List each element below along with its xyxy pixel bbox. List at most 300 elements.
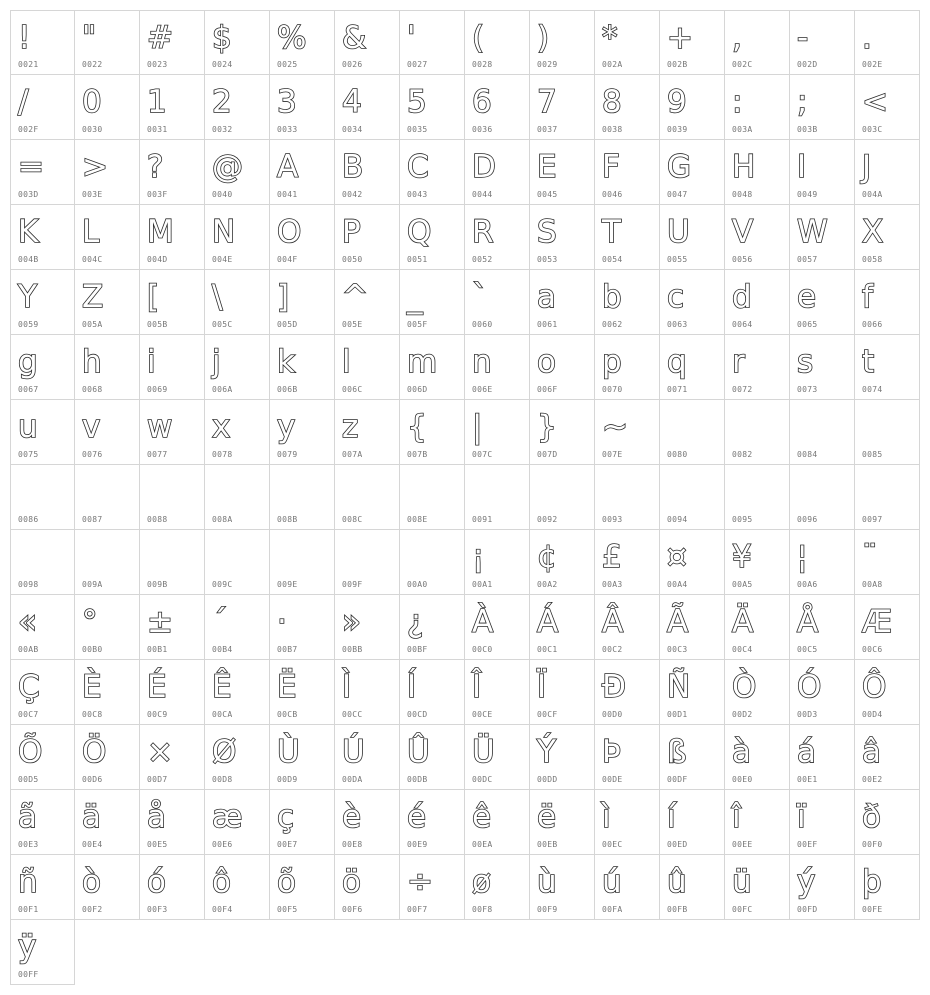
glyph-code: 00E8: [342, 840, 363, 849]
glyph-sample: 8: [602, 84, 622, 120]
glyph-cell: [530, 75, 595, 140]
glyph-cell: [75, 10, 140, 75]
glyph-code: 00FE: [862, 905, 883, 914]
glyph-sample: Z: [82, 279, 104, 315]
glyph-cell: [595, 790, 660, 855]
glyph-cell: [790, 270, 855, 335]
glyph-code: 0069: [147, 385, 168, 394]
glyph-cell: [140, 725, 205, 790]
glyph-sample: o: [537, 344, 556, 380]
glyph-cell: [465, 595, 530, 660]
glyph-sample: Ô: [862, 669, 887, 705]
glyph-code: 00FA: [602, 905, 623, 914]
glyph-sample: L: [82, 214, 100, 250]
glyph-code: 00C1: [537, 645, 558, 654]
glyph-code: 00D7: [147, 775, 168, 784]
glyph-cell: [75, 660, 140, 725]
glyph-cell: [790, 660, 855, 725]
glyph-code: 00DC: [472, 775, 493, 784]
glyph-code: 0093: [602, 515, 623, 524]
glyph-sample: ´: [212, 604, 228, 640]
glyph-cell: [400, 10, 465, 75]
glyph-sample: H: [732, 149, 756, 185]
glyph-sample: %: [277, 20, 307, 56]
glyph-sample: D: [472, 149, 496, 185]
glyph-sample: í: [667, 799, 676, 835]
glyph-code: 00E9: [407, 840, 428, 849]
glyph-cell: [205, 660, 270, 725]
glyph-code: 00C5: [797, 645, 818, 654]
glyph-code: 009E: [277, 580, 298, 589]
glyph-code: 00DB: [407, 775, 428, 784]
glyph-code: 0034: [342, 125, 363, 134]
glyph-sample: <: [862, 84, 888, 120]
glyph-sample: É: [147, 669, 167, 705]
glyph-sample: À: [472, 604, 494, 640]
glyph-code: 006F: [537, 385, 558, 394]
glyph-cell: [660, 660, 725, 725]
glyph-code: 0027: [407, 60, 428, 69]
glyph-sample: x: [212, 409, 231, 445]
glyph-code: 0095: [732, 515, 753, 524]
glyph-sample: T: [602, 214, 621, 250]
glyph-code: 003A: [732, 125, 753, 134]
glyph-code: 004C: [82, 255, 103, 264]
glyph-cell: [790, 205, 855, 270]
glyph-cell: [75, 530, 140, 595]
glyph-cell: [400, 725, 465, 790]
glyph-code: 00EA: [472, 840, 493, 849]
glyph-sample: R: [472, 214, 494, 250]
glyph-code: 00D0: [602, 710, 623, 719]
glyph-code: 003C: [862, 125, 883, 134]
glyph-cell: [465, 530, 530, 595]
glyph-code: 007D: [537, 450, 558, 459]
glyph-cell: [855, 790, 920, 855]
glyph-sample: z: [342, 409, 359, 445]
glyph-code: 0086: [18, 515, 39, 524]
glyph-code: 0073: [797, 385, 818, 394]
glyph-cell: [335, 725, 400, 790]
glyph-sample: ã: [18, 799, 37, 835]
glyph-sample: î: [732, 799, 741, 835]
glyph-cell: [270, 205, 335, 270]
glyph-sample: 1: [147, 84, 167, 120]
glyph-sample: ë: [537, 799, 557, 835]
glyph-sample: £: [602, 539, 622, 575]
glyph-cell: [10, 335, 75, 400]
glyph-sample: æ: [212, 799, 243, 835]
glyph-code: 00F8: [472, 905, 493, 914]
glyph-sample: ]: [277, 279, 290, 315]
glyph-cell: [10, 465, 75, 530]
glyph-cell: [10, 400, 75, 465]
glyph-code: 007A: [342, 450, 363, 459]
glyph-sample: k: [277, 344, 295, 380]
glyph-sample: }: [537, 409, 557, 445]
glyph-sample: 2: [212, 84, 232, 120]
glyph-code: 0045: [537, 190, 558, 199]
glyph-cell: [790, 595, 855, 660]
glyph-sample: !: [18, 20, 31, 56]
glyph-code: 00B7: [277, 645, 298, 654]
glyph-sample: M: [147, 214, 174, 250]
glyph-code: 0082: [732, 450, 753, 459]
glyph-code: 00CB: [277, 710, 298, 719]
glyph-code: 0059: [18, 320, 39, 329]
glyph-cell: [10, 270, 75, 335]
glyph-code: 0029: [537, 60, 558, 69]
glyph-sample: ~: [602, 409, 628, 445]
glyph-sample: û: [667, 864, 687, 900]
glyph-cell: [660, 335, 725, 400]
glyph-code: 0038: [602, 125, 623, 134]
glyph-cell: [335, 400, 400, 465]
glyph-code: 00EB: [537, 840, 558, 849]
glyph-code: 00DA: [342, 775, 363, 784]
glyph-cell: [855, 75, 920, 140]
glyph-sample: E: [537, 149, 557, 185]
glyph-code: 0070: [602, 385, 623, 394]
glyph-code: 005F: [407, 320, 428, 329]
glyph-code: 0075: [18, 450, 39, 459]
glyph-code: 005E: [342, 320, 363, 329]
glyph-sample: ø: [472, 864, 491, 900]
glyph-code: 0033: [277, 125, 298, 134]
glyph-code: 003D: [18, 190, 39, 199]
glyph-cell: [725, 725, 790, 790]
glyph-sample: `: [472, 279, 488, 315]
glyph-code: 0072: [732, 385, 753, 394]
glyph-cell: [855, 660, 920, 725]
glyph-sample: ú: [602, 864, 622, 900]
glyph-cell: [660, 75, 725, 140]
glyph-code: 00EC: [602, 840, 623, 849]
glyph-sample: @: [212, 149, 243, 185]
glyph-sample: r: [732, 344, 745, 380]
glyph-sample: Î: [472, 669, 482, 705]
glyph-cell: [465, 10, 530, 75]
glyph-cell: [140, 10, 205, 75]
glyph-cell: [660, 530, 725, 595]
glyph-cell: [140, 790, 205, 855]
glyph-sample: Í: [407, 669, 417, 705]
glyph-code: 0087: [82, 515, 103, 524]
glyph-sample: â: [862, 734, 881, 770]
glyph-code: 00A1: [472, 580, 493, 589]
glyph-sample: /: [18, 84, 29, 120]
glyph-code: 00F5: [277, 905, 298, 914]
glyph-cell: [660, 400, 725, 465]
glyph-cell: [465, 140, 530, 205]
glyph-cell: [400, 530, 465, 595]
glyph-cell: [270, 855, 335, 920]
glyph-sample: ¿: [407, 604, 424, 640]
glyph-code: 004E: [212, 255, 233, 264]
glyph-cell: [10, 75, 75, 140]
glyph-sample: b: [602, 279, 622, 315]
glyph-code: 002E: [862, 60, 883, 69]
glyph-cell: [75, 725, 140, 790]
glyph-code: 00D4: [862, 710, 883, 719]
glyph-code: 0049: [797, 190, 818, 199]
glyph-cell: [660, 270, 725, 335]
glyph-code: 004D: [147, 255, 168, 264]
glyph-sample: :: [732, 84, 743, 120]
glyph-code: 00F4: [212, 905, 233, 914]
glyph-code: 0094: [667, 515, 688, 524]
glyph-code: 00A8: [862, 580, 883, 589]
glyph-code: 0066: [862, 320, 883, 329]
glyph-code: 00E2: [862, 775, 883, 784]
glyph-code: 0096: [797, 515, 818, 524]
glyph-code: 006C: [342, 385, 363, 394]
glyph-cell: [400, 595, 465, 660]
glyph-sample: q: [667, 344, 687, 380]
glyph-code: 00D1: [667, 710, 688, 719]
glyph-sample: ü: [732, 864, 752, 900]
glyph-code: 0091: [472, 515, 493, 524]
glyph-sample: Ñ: [667, 669, 691, 705]
glyph-cell: [725, 855, 790, 920]
glyph-cell: [855, 725, 920, 790]
glyph-sample: ): [537, 20, 550, 56]
glyph-cell: [725, 205, 790, 270]
glyph-code: 0039: [667, 125, 688, 134]
glyph-sample: 6: [472, 84, 492, 120]
glyph-cell: [595, 335, 660, 400]
glyph-code: 002B: [667, 60, 688, 69]
glyph-cell: [660, 725, 725, 790]
glyph-sample: #: [147, 20, 173, 56]
glyph-sample: 5: [407, 84, 427, 120]
glyph-code: 0076: [82, 450, 103, 459]
glyph-cell: [725, 270, 790, 335]
glyph-cell: [205, 400, 270, 465]
glyph-sample: Ó: [797, 669, 822, 705]
glyph-cell: [530, 530, 595, 595]
glyph-code: 0057: [797, 255, 818, 264]
glyph-cell: [140, 595, 205, 660]
glyph-code: 00D3: [797, 710, 818, 719]
glyph-cell: [400, 400, 465, 465]
glyph-cell: [855, 10, 920, 75]
glyph-sample: |: [472, 409, 483, 445]
glyph-cell: [660, 205, 725, 270]
glyph-cell: [530, 855, 595, 920]
glyph-sample: Ê: [212, 669, 232, 705]
glyph-sample: Ú: [342, 734, 365, 770]
glyph-cell: [140, 660, 205, 725]
glyph-cell: [270, 530, 335, 595]
glyph-code: 0058: [862, 255, 883, 264]
glyph-code: 0053: [537, 255, 558, 264]
glyph-cell: [75, 595, 140, 660]
glyph-code: 00C6: [862, 645, 883, 654]
glyph-cell: [400, 465, 465, 530]
glyph-sample: Ì: [342, 669, 352, 705]
glyph-cell: [205, 790, 270, 855]
glyph-code: 0065: [797, 320, 818, 329]
glyph-cell: [790, 790, 855, 855]
glyph-code: 00CF: [537, 710, 558, 719]
glyph-sample: Û: [407, 734, 430, 770]
glyph-code: 00A6: [797, 580, 818, 589]
glyph-sample: p: [602, 344, 622, 380]
glyph-code: 0098: [18, 580, 39, 589]
glyph-sample: á: [797, 734, 816, 770]
glyph-cell: [530, 790, 595, 855]
glyph-sample: Ý: [537, 734, 556, 770]
glyph-sample: m: [407, 344, 438, 380]
glyph-code: 007C: [472, 450, 493, 459]
glyph-cell: [725, 790, 790, 855]
glyph-cell: [595, 725, 660, 790]
glyph-code: 0024: [212, 60, 233, 69]
glyph-cell: [595, 400, 660, 465]
glyph-cell: [75, 855, 140, 920]
glyph-sample: j: [212, 344, 221, 380]
glyph-code: 006E: [472, 385, 493, 394]
glyph-code: 00C4: [732, 645, 753, 654]
glyph-code: 0031: [147, 125, 168, 134]
glyph-code: 00E6: [212, 840, 233, 849]
glyph-cell: [335, 595, 400, 660]
glyph-cell: [855, 335, 920, 400]
glyph-code: 0062: [602, 320, 623, 329]
glyph-cell: [335, 530, 400, 595]
glyph-sample: N: [212, 214, 236, 250]
glyph-sample: Ç: [18, 669, 40, 705]
glyph-sample: +: [667, 20, 693, 56]
glyph-sample: ¥: [732, 539, 752, 575]
glyph-cell: [595, 140, 660, 205]
glyph-code: 00C0: [472, 645, 493, 654]
glyph-cell: [335, 465, 400, 530]
glyph-sample: v: [82, 409, 101, 445]
glyph-cell: [790, 855, 855, 920]
glyph-code: 00FC: [732, 905, 753, 914]
glyph-sample: ¤: [667, 539, 687, 575]
glyph-cell: [335, 140, 400, 205]
glyph-sample: e: [797, 279, 817, 315]
glyph-sample: ×: [147, 734, 173, 770]
glyph-code: 0048: [732, 190, 753, 199]
glyph-code: 009C: [212, 580, 233, 589]
glyph-sample: Ä: [732, 604, 754, 640]
glyph-cell: [335, 205, 400, 270]
glyph-cell: [465, 790, 530, 855]
glyph-cell: [595, 205, 660, 270]
glyph-code: 00B0: [82, 645, 103, 654]
glyph-sample: C: [407, 149, 429, 185]
glyph-sample: Y: [18, 279, 37, 315]
glyph-code: 0061: [537, 320, 558, 329]
glyph-sample: ç: [277, 799, 295, 835]
glyph-sample: -: [797, 20, 809, 56]
glyph-code: 0050: [342, 255, 363, 264]
glyph-sample: W: [797, 214, 828, 250]
glyph-sample: {: [407, 409, 427, 445]
glyph-sample: O: [277, 214, 302, 250]
glyph-sample: ¨: [862, 539, 878, 575]
glyph-cell: [205, 725, 270, 790]
glyph-sample: Q: [407, 214, 432, 250]
glyph-sample: X: [862, 214, 884, 250]
glyph-code: 005B: [147, 320, 168, 329]
glyph-cell: [855, 855, 920, 920]
glyph-cell: [270, 400, 335, 465]
glyph-cell: [205, 855, 270, 920]
glyph-cell: [660, 465, 725, 530]
glyph-cell: [790, 10, 855, 75]
glyph-code: 0052: [472, 255, 493, 264]
glyph-cell: [725, 465, 790, 530]
glyph-cell: [10, 530, 75, 595]
glyph-code: 0040: [212, 190, 233, 199]
glyph-cell: [10, 140, 75, 205]
glyph-cell: [465, 725, 530, 790]
glyph-cell: [595, 855, 660, 920]
glyph-code: 00E1: [797, 775, 818, 784]
glyph-code: 00CA: [212, 710, 233, 719]
glyph-code: 0074: [862, 385, 883, 394]
glyph-code: 00DD: [537, 775, 558, 784]
glyph-code: 0046: [602, 190, 623, 199]
glyph-cell: [270, 335, 335, 400]
glyph-sample: l: [342, 344, 351, 380]
glyph-code: 00C3: [667, 645, 688, 654]
glyph-cell: [530, 465, 595, 530]
glyph-code: 00D9: [277, 775, 298, 784]
glyph-cell: [725, 75, 790, 140]
glyph-code: 005D: [277, 320, 298, 329]
glyph-code: 00CC: [342, 710, 363, 719]
glyph-cell: [140, 465, 205, 530]
glyph-code: 007E: [602, 450, 623, 459]
glyph-code: 008C: [342, 515, 363, 524]
glyph-code: 0084: [797, 450, 818, 459]
glyph-code: 0055: [667, 255, 688, 264]
glyph-cell: [205, 270, 270, 335]
glyph-sample: c: [667, 279, 685, 315]
glyph-cell: [465, 400, 530, 465]
glyph-sample: È: [82, 669, 102, 705]
glyph-sample: ?: [147, 149, 164, 185]
glyph-sample: Õ: [18, 734, 43, 770]
glyph-cell: [400, 335, 465, 400]
glyph-cell: [335, 790, 400, 855]
glyph-cell: [140, 400, 205, 465]
glyph-code: 0088: [147, 515, 168, 524]
glyph-cell: [10, 205, 75, 270]
glyph-code: 00A3: [602, 580, 623, 589]
glyph-sample: ï: [797, 799, 806, 835]
glyph-code: 00F6: [342, 905, 363, 914]
glyph-sample: ê: [472, 799, 492, 835]
glyph-code: 00A0: [407, 580, 428, 589]
glyph-cell: [335, 75, 400, 140]
glyph-cell: [140, 140, 205, 205]
glyph-code: 00E4: [82, 840, 103, 849]
glyph-code: 002F: [18, 125, 39, 134]
glyph-code: 00F9: [537, 905, 558, 914]
glyph-sample: U: [667, 214, 690, 250]
glyph-cell: [465, 465, 530, 530]
glyph-code: 00A5: [732, 580, 753, 589]
glyph-code: 0097: [862, 515, 883, 524]
glyph-code: 0042: [342, 190, 363, 199]
